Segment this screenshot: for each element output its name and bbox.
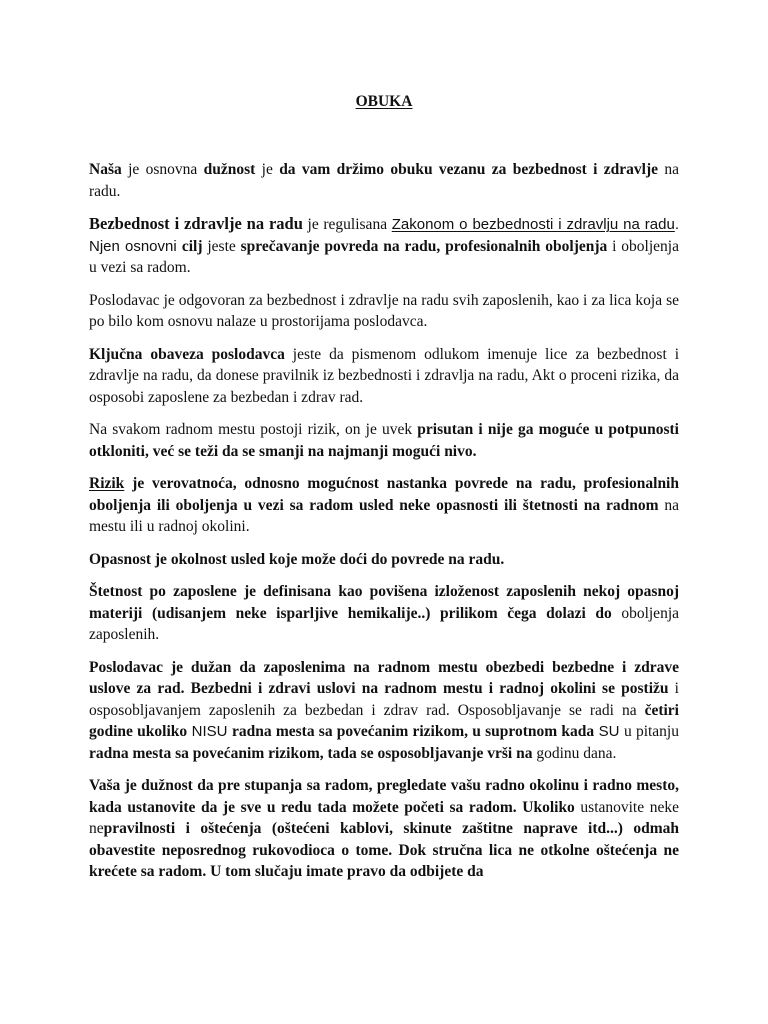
paragraph-regulation: Bezbednost i zdravlje na radu je regulisana Zakonom o bezbednosti i zdravlju na radu. Njen osnovni cilj jeste sprečavanje povreda na radu, profesionalnih oboljenja i oboljenja u vezi sa radom.: [89, 214, 679, 276]
document-title: OBUKA: [355, 93, 413, 110]
paragraph-worker-duty: Vaša je dužnost da pre stupanja sa radom, pregledate vašu radno okolinu i radno mesto, kada ustanovite da je sve u redu tada možete početi sa radom. Ukoliko ustanovite neke nepravilnosti i oštećenja (oštećeni kablovi, skinute zaštitne naprave itd...) odmah obavestite neposrednog rukovodioca o tome. Dok stručna lica ne otkolne oštećenja ne krećete sa radom. U tom slučaju imate pravo da odbijete da: [89, 777, 679, 880]
paragraph-employer-responsibility: Poslodavac je odgovoran za bezbednost i zdravlje na radu svih zaposlenih, kao i za lica koja se po bilo kom osnovu nalaze u prostorijama poslodavca.: [89, 291, 679, 330]
paragraph-hazard-definition: Opasnost je okolnost usled koje može doći do povrede na radu.: [89, 550, 505, 568]
paragraph-harm-definition: Štetnost po zaposlene je definisana kao povišena izloženost zaposlenih nekoj opasnoj materiji (udisanjem neke isparljive hemikalije..) prilikom čega dolazi do oboljenja zaposlenih.: [89, 583, 680, 643]
paragraph-duty: Naša je osnovna dužnost je da vam držimo obuku vezanu za bezbednost i zdravlje na radu.: [89, 161, 680, 200]
paragraph-safe-conditions: Poslodavac je dužan da zaposlenima na radnom mestu obezbedi bezbedne i zdrave uslove za rad. Bezbedni i zdravi uslovi na radnom mestu i radnoj okolini se postižu i osposobljavanjem zaposlenih za bezbedan i zdrav rad. Osposobljavanje se radi na četiri godine ukoliko NISU radna mesta sa povećanim rizikom, u suprotnom kada SU u pitanju radna mesta sa povećanim rizikom, tada se osposobljavanje vrši na godinu dana.: [89, 658, 679, 762]
document-body: [89, 159, 679, 894]
paragraph-risk-definition: Rizik je verovatnoća, odnosno mogućnost nastanka povrede na radu, profesionalnih oboljenja ili oboljenja u vezi sa radom usled neke opasnosti ili štetnosti na radnom na mestu ili u radnoj okolini.: [89, 475, 679, 535]
law-reference: Zakonom o bezbednosti i zdravlju na radu: [391, 216, 675, 233]
paragraph-key-obligation: Ključna obaveza poslodavca jeste da pismenom odlukom imenuje lice za bezbednost i zdravlje na radu, da donese pravilnik iz bezbednosti i zdravlja na radu, Akt o proceni rizika, da osposobi zaposlene za bezbedan i zdrav rad.: [89, 345, 679, 406]
paragraph-risk-presence: Na svakom radnom mestu postoji rizik, on je uvek prisutan i nije ga moguće u potpunosti otkloniti, već se teži da se smanji na najmanji mogući nivo.: [89, 421, 679, 460]
